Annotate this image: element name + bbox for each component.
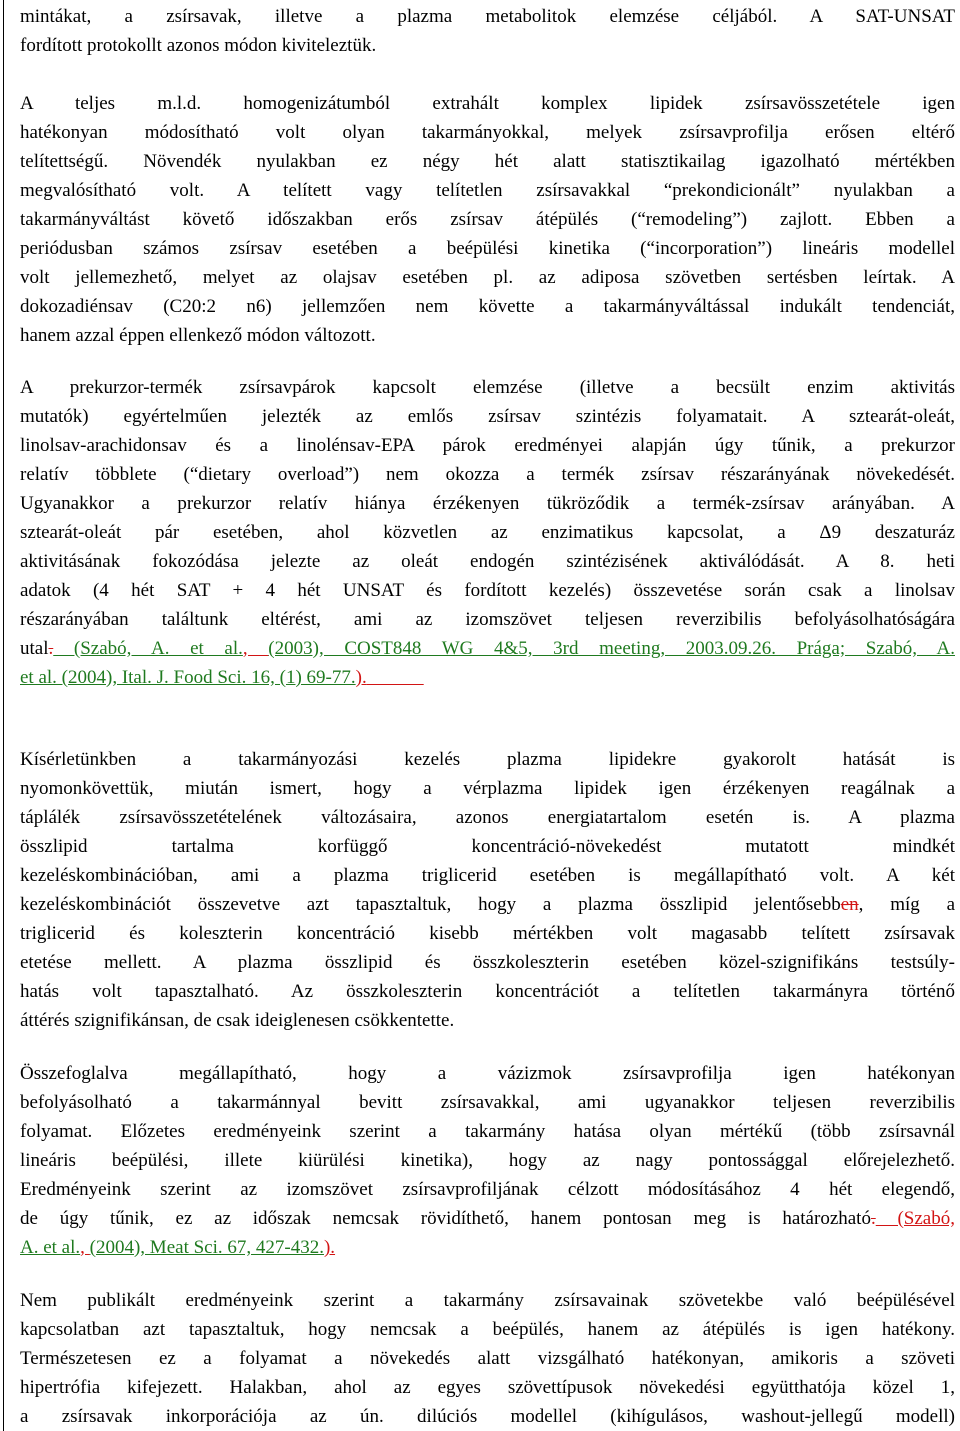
text-line [20,977,955,1006]
deleted-text: . [48,638,54,659]
text-segment: adatok (4 hét SAT + 4 hét UNSAT és fordított kezelés) összevetése során csak a linolsav [20,580,955,601]
paragraph-unpublished [20,1286,955,1431]
text-segment: triglicerid és koleszterin koncentráció kisebb mértékben volt magasabb telített zsírsavak [20,923,955,944]
text-segment: takarmányváltást követő időszakban erős zsírsav átépülés (“remodeling”) zajlott. Ebben a [20,209,955,230]
text-segment: de úgy tűnik, ez az időszak nemcsak rövidíthető, hanem pontosan meg is határozható [20,1208,871,1229]
text-line [20,518,955,547]
text-segment: kezeléskombinációban, ami a plazma triglicerid esetében is megállapítható volt. A két [20,865,955,886]
text-segment: etetése mellett. A plazma összlipid és összkoleszterin esetében közel-szignifikáns testsúly- [20,952,955,973]
text-line [20,948,955,977]
inserted-text: (Szabó, [875,1208,955,1229]
text-segment: aktivitásának fokozódása jelezte az oleát endogén szintézisének aktiválódását. A 8. heti [20,551,955,572]
text-line [20,460,955,489]
text-line [20,832,955,861]
paragraph-precursor-product [20,373,955,692]
text-line [20,890,955,919]
text-segment: kezeléskombinációt összevetve azt tapasztaltuk, hogy a plazma összlipid jelentősebb [20,894,841,915]
revision-change-bar [3,0,4,1431]
text-line [20,1175,955,1204]
text-line [20,489,955,518]
text-line [20,321,955,350]
text-line [20,205,955,234]
text-segment: áttérés szignifikánsan, de csak ideiglenesen csökkentette. [20,1010,455,1031]
text-line [20,745,955,774]
text-line [20,1088,955,1117]
text-segment: táplálék zsírsavösszetételének változásaira, azonos energiatartalom esetén is. A plazma [20,807,955,828]
text-segment: hipertrófia kifejezett. Halakban, ahol az egyes szövettípusok növekedési együtthatója közel 1, [20,1377,955,1398]
text-line [20,605,955,634]
text-line [20,292,955,321]
text-segment: lineáris beépülési, illete kiürülési kinetika), hogy az nagy pontossággal előrejelezhető. [20,1150,955,1171]
text-line [20,1117,955,1146]
inserted-text: , [242,638,269,659]
text-segment: hatékonyan módosítható volt olyan takarmányokkal, melyek zsírsavprofilja erősen eltérő [20,122,955,143]
text-line [20,1402,955,1431]
paragraph-plasma-lipids [20,745,955,1035]
text-segment: periódusban számos zsírsav esetében a beépülési kinetika (“incorporation”) lineáris modellel [20,238,955,259]
text-segment: Összefoglalva megállapítható, hogy a vázizmok zsírsavprofilja igen hatékonyan [20,1063,955,1084]
text-line [20,547,955,576]
text-line [20,1059,955,1088]
text-line [20,176,955,205]
inserted-text: , [80,1237,90,1258]
text-segment: , míg a [858,894,956,915]
text-line [20,1286,955,1315]
paragraph-summary [20,1059,955,1262]
text-line [20,576,955,605]
inserted-text: ). [323,1237,336,1258]
inserted-text: (Szabó, A. et al. [53,638,243,659]
paragraph-intro [20,2,955,60]
text-segment: folyamat. Előzetes eredményeink szerint a takarmány hatása olyan mértékű (több zsírsavnál [20,1121,955,1142]
text-segment: hanem azzal éppen ellenkező módon változott. [20,325,376,346]
text-line [20,234,955,263]
text-segment: a zsírsavak inkorporációja az ún. dilúciós modellel (kihígulásos, washout-jellegű modell) [20,1406,955,1427]
text-segment: Természetesen ez a folyamat a növekedés alatt vizsgálható hatékonyan, amikoris a szöveti [20,1348,955,1369]
text-segment: fordított protokollt azonos módon kiviteleztük. [20,35,377,56]
text-segment: befolyásolható a takarmánnyal bevitt zsírsavakkal, ami ugyanakkor teljesen reverzibilis [20,1092,955,1113]
text-segment: A prekurzor-termék zsírsavpárok kapcsolt elemzése (illetve a becsült enzim aktivitás [20,377,955,398]
text-segment: megvalósítható volt. A telített vagy telítetlen zsírsavakkal “prekondicionált” nyulakban a [20,180,955,201]
text-segment: Kísérletünkben a takarmányozási kezelés plazma lipidekre gyakorolt hatását is [20,749,955,770]
text-line [20,1146,955,1175]
text-line [20,31,955,60]
text-line [20,861,955,890]
text-segment: A teljes m.l.d. homogenizátumból extrahált komplex lipidek zsírsavösszetétele igen [20,93,955,114]
text-line [20,263,955,292]
text-segment: összlipid tartalma korfüggő koncentráció-növekedést mutatott mindkét [20,836,955,857]
inserted-text: (2003), COST848 WG 4&5, 3rd meeting, 2003.09.26. Prága; Szabó, A. [268,638,955,659]
text-line [20,89,955,118]
text-segment: relatív többlete (“dietary overload”) nem okozza a termék zsírsav részarányának növekedését. [20,464,955,485]
text-segment: Eredményeink szerint az izomszövet zsírsavprofiljának célzott módosításához 4 hét elegendő, [20,1179,955,1200]
text-segment: telítettségű. Növendék nyulakban ez négy hét alatt statisztikailag igazolható mértékben [20,151,955,172]
text-line [20,402,955,431]
text-segment: kapcsolatban azt tapasztaltuk, hogy nemcsak a beépülés, hanem az átépülés is igen hatékony. [20,1319,955,1340]
text-segment: hatás volt tapasztalható. Az összkoleszterin koncentrációt a telítetlen takarmányra történő [20,981,955,1002]
text-line [20,1373,955,1402]
text-line [20,663,955,692]
text-segment: Ugyanakkor a prekurzor relatív hiánya érzékenyen tükröződik a termék-zsírsav arányában. A [20,493,955,514]
text-line [20,1233,955,1262]
text-line [20,373,955,402]
text-segment: utal [20,638,49,659]
text-segment: Nem publikált eredményeink szerint a takarmány zsírsavainak szövetekbe való beépülésével [20,1290,955,1311]
text-line [20,634,955,663]
text-line [20,118,955,147]
inserted-text: ). [355,667,367,688]
text-line [20,1315,955,1344]
text-segment: nyomonkövettük, miután ismert, hogy a vérplazma lipidek igen érzékenyen reagálnak a [20,778,955,799]
text-line [20,919,955,948]
text-line [20,1006,955,1035]
text-line [20,2,955,31]
text-segment: mintákat, a zsírsavak, illetve a plazma metabolitok elemzése céljából. A SAT-UNSAT [20,6,955,27]
text-line [20,803,955,832]
text-line [20,1204,955,1233]
inserted-text: (2004), Meat Sci. 67, 427-432. [89,1237,324,1258]
text-segment: dokozadiénsav (C20:2 n6) jellemzően nem követte a takarmányváltással indukált tendenciát, [20,296,955,317]
text-line [20,431,955,460]
inserted-text [367,667,424,688]
text-line [20,147,955,176]
deleted-text: en [840,894,859,915]
text-segment: volt jellemezhető, melyet az olajsav esetében pl. az adiposa szövetben sertésben leírtak. A [20,267,955,288]
text-segment: sztearát-oleát pár esetében, ahol közvetlen az enzimatikus kapcsolat, a Δ9 deszaturáz [20,522,955,543]
text-line [20,1344,955,1373]
inserted-text: A. et al. [20,1237,81,1258]
text-line [20,774,955,803]
paragraph-muscle-lipids [20,89,955,350]
text-segment: mutatók) egyértelműen jelezték az emlős zsírsav szintézis folyamatait. A sztearát-oleát, [20,406,955,427]
deleted-text: . [870,1208,876,1229]
text-segment: részarányában találtunk eltérést, ami az izomszövet teljesen reverzibilis befolyásolhatóságára [20,609,955,630]
inserted-text: et al. (2004), Ital. J. Food Sci. 16, (1) 69-77. [20,667,356,688]
text-segment: linolsav-arachidonsav és a linolénsav-EPA párok eredményei alapján úgy tűnik, a prekurzor [20,435,955,456]
